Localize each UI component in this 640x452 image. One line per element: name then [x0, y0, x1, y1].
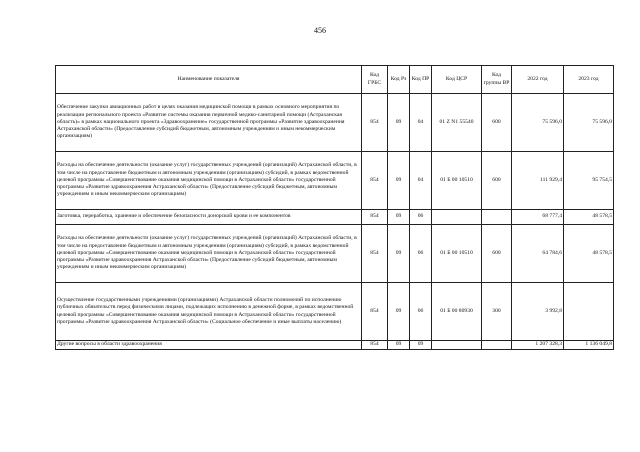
header-csr: Код ЦСР	[432, 66, 482, 94]
cell-rz: 09	[388, 283, 410, 341]
budget-table	[55, 65, 614, 350]
page-number: 456	[314, 26, 326, 35]
header-2022: 2022 год	[512, 66, 564, 94]
cell-vr: 600	[482, 225, 512, 283]
cell-grbs: 854	[362, 210, 388, 225]
cell-2023: 1 136 049,8	[564, 341, 614, 350]
cell-2022: 64 784,6	[512, 225, 564, 283]
header-name: Наименование показателя	[56, 66, 362, 94]
cell-rz: 09	[388, 210, 410, 225]
cell-csr	[432, 341, 482, 350]
cell-2022: 1 207 328,3	[512, 341, 564, 350]
cell-pr: 06	[410, 210, 432, 225]
row-name: Расходы на обеспечение деятельности (оказание услуг) государственных учреждений (организаций) Астраханской области, в том числе на предоставление бюджетным и автономным учреждениям (организациям) субсидий, в рамках ведомственной целевой программы «Совершенствование оказания медицинской помощи в Астраханской области» государственной программы «Развитие здравоохранения Астраханской области» (Предоставление субсидий бюджетным, автономным учреждениям и иным некоммерческим организациям)	[56, 225, 362, 283]
table-row	[56, 283, 614, 341]
cell-csr: 01 Б 00 10510	[432, 225, 482, 283]
header-vr: Код группы ВР	[482, 66, 512, 94]
row-name: Другие вопросы в области здравоохранения	[56, 341, 362, 350]
cell-2022: 3 992,8	[512, 283, 564, 341]
cell-grbs: 854	[362, 152, 388, 210]
cell-2023: 75 596,0	[564, 94, 614, 152]
cell-rz: 09	[388, 152, 410, 210]
table-header-row	[56, 66, 614, 94]
cell-2023: 48 578,5	[564, 210, 614, 225]
cell-csr: 01 Б 00 80930	[432, 283, 482, 341]
header-rz: Код Рз	[388, 66, 410, 94]
cell-2023: 95 754,5	[564, 152, 614, 210]
cell-2022: 68 777,4	[512, 210, 564, 225]
cell-csr: 01 Z N1 55540	[432, 94, 482, 152]
table-row	[56, 341, 614, 350]
cell-pr: 09	[410, 341, 432, 350]
header-2023: 2023 год	[564, 66, 614, 94]
cell-csr	[432, 210, 482, 225]
cell-vr: 300	[482, 283, 512, 341]
header-pr: Код ПР	[410, 66, 432, 94]
table-row	[56, 152, 614, 210]
cell-csr: 01 Б 00 10510	[432, 152, 482, 210]
cell-2023	[564, 283, 614, 341]
cell-pr: 04	[410, 152, 432, 210]
cell-rz: 09	[388, 225, 410, 283]
cell-pr: 06	[410, 283, 432, 341]
cell-vr: 600	[482, 152, 512, 210]
cell-grbs: 854	[362, 283, 388, 341]
row-name: Осуществление государственными учреждениями (организациями) Астраханской области полномочий по исполнению публичных обязательств перед физическими лицами, подлежащих исполнению в денежной форме, в рамках ведомственной целевой программы «Совершенствование оказания медицинской помощи в Астраханской области» государственной программы «Развитие здравоохранения Астраханской области» (Социальное обеспечение и иные выплаты населению)	[56, 283, 362, 341]
header-grbs: Код ГРБС	[362, 66, 388, 94]
cell-rz: 09	[388, 94, 410, 152]
cell-grbs: 854	[362, 94, 388, 152]
cell-pr: 06	[410, 225, 432, 283]
cell-2022: 75 596,0	[512, 94, 564, 152]
cell-vr	[482, 210, 512, 225]
cell-pr: 04	[410, 94, 432, 152]
row-name: Обеспечение закупки авиационных работ в целях оказания медицинской помощи в рамках основного мероприятия по реализации регионального проекта «Развитие системы оказания первичной медико-санитарной помощи (Астраханская область)» в рамках национального проекта «Здравоохранение» государственной программы «Развитие здравоохранения Астраханской области» (Предоставление субсидий бюджетным, автономным учреждениям и иным некоммерческим организациям)	[56, 94, 362, 152]
row-name: Заготовка, переработка, хранение и обеспечение безопасности донорской крови и ее компонентов	[56, 210, 362, 225]
cell-2022: 111 929,4	[512, 152, 564, 210]
row-name: Расходы на обеспечение деятельности (оказание услуг) государственных учреждений (организаций) Астраханской области, в том числе на предоставление бюджетным и автономным учреждениям (организациям) субсидий, в рамках ведомственной целевой программы «Совершенствование оказания медицинской помощи в Астраханской области» государственной программы «Развитие здравоохранения Астраханской области» (Предоставление субсидий бюджетным, автономным учреждениям и иным некоммерческим организациям)	[56, 152, 362, 210]
cell-vr	[482, 341, 512, 350]
cell-grbs: 854	[362, 225, 388, 283]
table-row	[56, 94, 614, 152]
table-row	[56, 210, 614, 225]
table-row	[56, 225, 614, 283]
cell-grbs: 854	[362, 341, 388, 350]
cell-vr: 600	[482, 94, 512, 152]
cell-2023: 48 578,5	[564, 225, 614, 283]
cell-rz: 09	[388, 341, 410, 350]
